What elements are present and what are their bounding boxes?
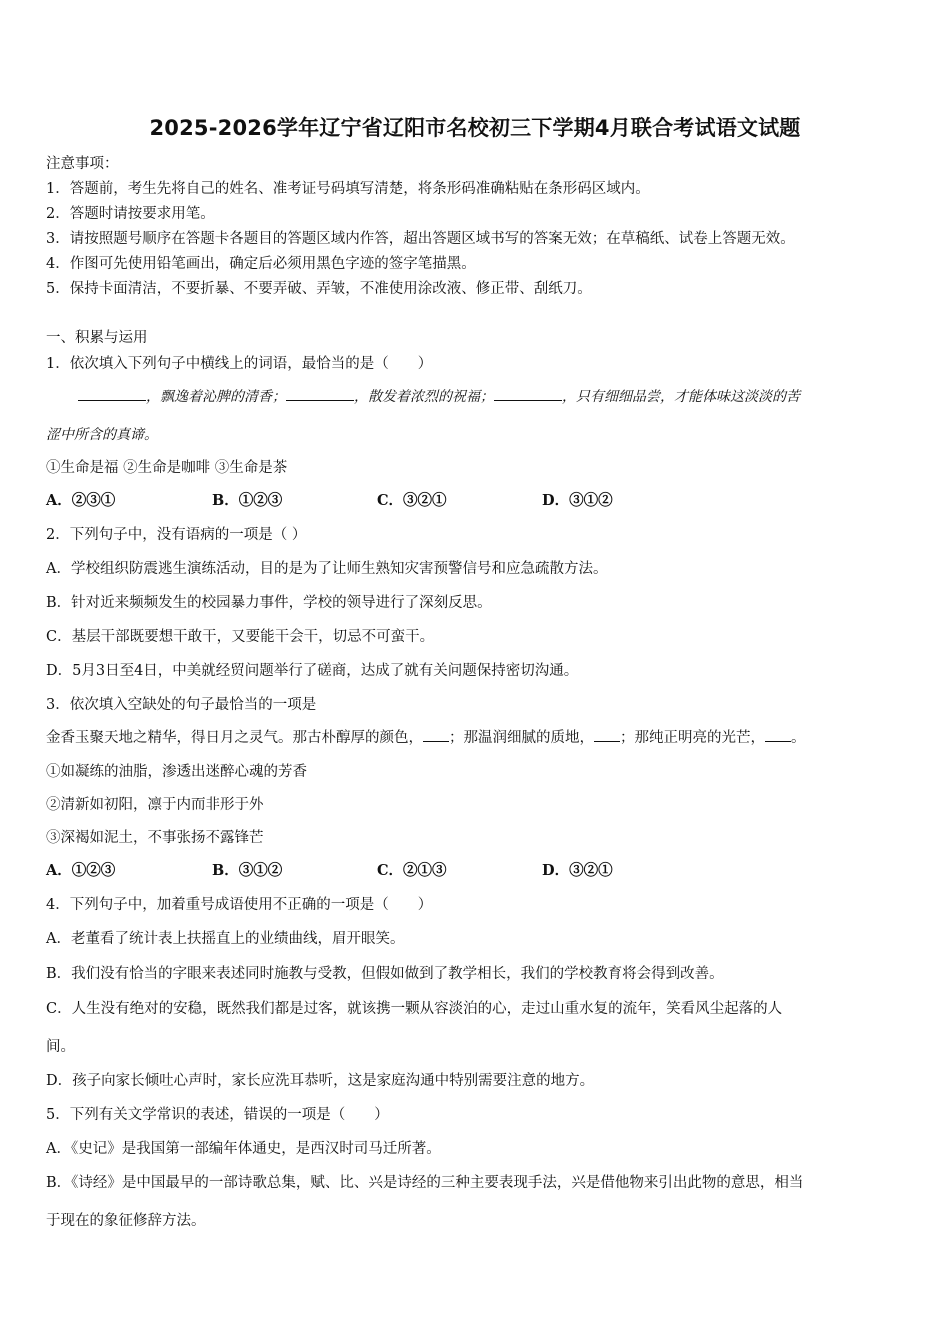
q2-option-d[interactable]: D．5月3日至4日，中美就经贸问题举行了磋商，达成了就有关问题保持密切沟通。 bbox=[46, 663, 579, 679]
q1-option-a[interactable]: A．②③① bbox=[46, 492, 116, 509]
q3-stem: 3．依次填入空缺处的句子最恰当的一项是 bbox=[46, 697, 317, 713]
fill-blank bbox=[494, 388, 562, 401]
q5-option-b-cont: 于现在的象征修辞方法。 bbox=[46, 1213, 206, 1229]
fill-blank bbox=[286, 388, 354, 401]
q1-option-c[interactable]: C．③②① bbox=[377, 492, 447, 509]
q4-option-a[interactable]: A．老董看了统计表上扶摇直上的业绩曲线，眉开眼笑。 bbox=[46, 931, 405, 947]
q1-seg3: ，只有细细品尝，才能体味这淡淡的苦 bbox=[562, 389, 800, 405]
q3-passage bbox=[46, 726, 806, 747]
q3-choice-2: ②清新如初阳，凛于内而非形于外 bbox=[46, 797, 264, 813]
section-heading: 一、积累与运用 bbox=[46, 330, 148, 346]
q4-option-c-cont: 间。 bbox=[46, 1039, 75, 1055]
q1-stem: 1．依次填入下列句子中横线上的词语，最恰当的是（ ） bbox=[46, 356, 433, 372]
q3-option-a[interactable]: A．①②③ bbox=[46, 862, 116, 879]
q2-option-b[interactable]: B．针对近来频频发生的校园暴力事件，学校的领导进行了深刻反思。 bbox=[46, 595, 492, 611]
q3-passage-part: 金香玉聚天地之精华，得日月之灵气。那古朴醇厚的颜色， bbox=[46, 730, 423, 746]
q1-option-d[interactable]: D．③①② bbox=[542, 492, 613, 509]
q3-passage-part: 。 bbox=[791, 730, 806, 746]
q3-option-b[interactable]: B．③①② bbox=[212, 862, 283, 879]
notice-item: 1．答题前，考生先将自己的姓名、准考证号码填写清楚，将条形码准确粘贴在条形码区域内。 bbox=[46, 181, 650, 197]
q2-option-a[interactable]: A．学校组织防震逃生演练活动，目的是为了让师生熟知灾害预警信号和应急疏散方法。 bbox=[46, 561, 608, 577]
q4-option-b[interactable]: B．我们没有恰当的字眼来表述同时施教与受教，但假如做到了教学相长，我们的学校教育将会得到改善。 bbox=[46, 966, 724, 982]
notice-item: 3．请按照题号顺序在答题卡各题目的答题区域内作答，超出答题区域书写的答案无效；在草稿纸、试卷上答题无效。 bbox=[46, 231, 795, 247]
q1-choices: ①生命是福 ②生命是咖啡 ③生命是茶 bbox=[46, 460, 288, 476]
q1-seg1: ，飘逸着沁脾的清香； bbox=[146, 389, 286, 405]
q5-stem: 5．下列有关文学常识的表述，错误的一项是（ ） bbox=[46, 1107, 389, 1123]
fill-blank bbox=[765, 729, 791, 742]
q3-choice-1: ①如凝练的油脂，渗透出迷醉心魂的芳香 bbox=[46, 764, 307, 780]
q1-seg2: ，散发着浓烈的祝福； bbox=[354, 389, 494, 405]
q5-option-a[interactable]: A．《史记》是我国第一部编年体通史，是西汉时司马迁所著。 bbox=[46, 1141, 441, 1157]
q3-choice-3: ③深褐如泥土，不事张扬不露锋芒 bbox=[46, 830, 264, 846]
notice-item: 4．作图可先使用铅笔画出，确定后必须用黑色字迹的签字笔描黑。 bbox=[46, 256, 476, 272]
q1-option-b[interactable]: B．①②③ bbox=[212, 492, 283, 509]
q4-option-c[interactable]: C．人生没有绝对的安稳，既然我们都是过客，就该携一颗从容淡泊的心，走过山重水复的流年，笑看风尘起落的人 bbox=[46, 1001, 783, 1017]
q1-sentence bbox=[78, 386, 800, 406]
q4-option-d[interactable]: D．孩子向家长倾吐心声时，家长应洗耳恭听，这是家庭沟通中特别需要注意的地方。 bbox=[46, 1073, 595, 1089]
q3-passage-part: ；那温润细腻的质地， bbox=[449, 730, 594, 746]
fill-blank bbox=[594, 729, 620, 742]
fill-blank bbox=[423, 729, 449, 742]
fill-blank bbox=[78, 388, 146, 401]
q4-stem: 4．下列句子中，加着重号成语使用不正确的一项是（ ） bbox=[46, 897, 433, 913]
q1-sentence-line2: 涩中所含的真谛。 bbox=[46, 427, 158, 443]
q2-stem: 2．下列句子中，没有语病的一项是（ ） bbox=[46, 527, 307, 543]
q3-option-c[interactable]: C．②①③ bbox=[377, 862, 447, 879]
q5-option-b[interactable]: B．《诗经》是中国最早的一部诗歌总集，赋、比、兴是诗经的三种主要表现手法，兴是借他物来引出此物的意思，相当 bbox=[46, 1175, 804, 1191]
notice-item: 5．保持卡面清洁，不要折暴、不要弄破、弄皱，不准使用涂改液、修正带、刮纸刀。 bbox=[46, 281, 592, 297]
page-title: 2025-2026学年辽宁省辽阳市名校初三下学期4月联合考试语文试题 bbox=[149, 116, 801, 140]
notice-item: 2．答题时请按要求用笔。 bbox=[46, 206, 215, 222]
q3-option-d[interactable]: D．③②① bbox=[542, 862, 613, 879]
notice-heading: 注意事项： bbox=[46, 156, 119, 172]
q2-option-c[interactable]: C．基层干部既要想干敢干，又要能干会干，切忌不可蛮干。 bbox=[46, 629, 435, 645]
q3-passage-part: ；那纯正明亮的光芒， bbox=[620, 730, 765, 746]
